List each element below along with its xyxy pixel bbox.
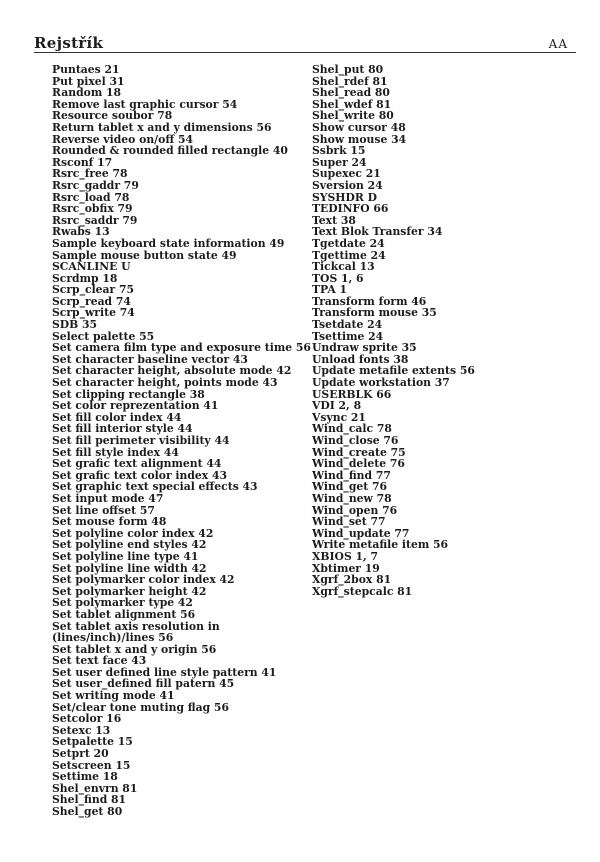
index-entry: Wind_delete 76	[312, 457, 405, 471]
index-entry: Set character height, absolute mode 42	[52, 364, 292, 378]
index-entry: Shel_get 80	[52, 805, 123, 818]
index-entry: Show mouse 34	[312, 132, 407, 146]
index-entry: VDI 2, 8	[312, 399, 362, 413]
index-entry: Tsettime 24	[312, 329, 384, 343]
index-entry: Rounded & rounded filled rectangle 40	[52, 144, 288, 158]
index-entry: Puntaes 21	[52, 63, 120, 76]
index-entry: XBIOS 1, 7	[312, 549, 379, 563]
index-entry: TOS 1, 6	[312, 271, 364, 285]
index-entry: Setcolor 16	[52, 712, 122, 726]
index-entry: Set fill style index 44	[52, 445, 179, 459]
index-entry: Shel_envrn 81	[52, 781, 138, 795]
index-entry: Set polyline line width 42	[52, 561, 207, 575]
index-entry: USERBLK 66	[312, 387, 392, 401]
index-entry: Xgrf_2box 81	[312, 573, 392, 587]
index-entry: Undraw sprite 35	[312, 341, 417, 355]
index-entry: Remove last graphic cursor 54	[52, 97, 238, 111]
index-entry: Set camera film type and exposure time 56	[52, 341, 311, 355]
index-entry: Resource soubor 78	[52, 109, 173, 123]
index-entry: Transform form 46	[312, 294, 427, 308]
index-entry: Wind_create 75	[312, 445, 406, 459]
index-entry: Set text face 43	[52, 654, 147, 668]
index-entry: Rwabs 13	[52, 225, 110, 239]
index-entry: TEDINFO 66	[312, 202, 389, 216]
index-entry: Tgettime 24	[312, 248, 386, 262]
index-entry: Set/clear tone muting flag 56	[52, 700, 229, 714]
index-entry: Set fill color index 44	[52, 410, 182, 424]
index-entry: Set tablet alignment 56	[52, 607, 196, 621]
index-entry: Rsconf 17	[52, 155, 113, 169]
index-entry: Setexc 13	[52, 723, 111, 737]
index-entry: SDB 35	[52, 318, 98, 332]
index-entry: Rsrc_saddr 79	[52, 213, 138, 227]
index-entry: Shel_write 80	[312, 109, 394, 123]
index-entry: Set user_defined fill patern 45	[52, 677, 235, 691]
index-entry: Setprt 20	[52, 747, 109, 761]
index-entry: Shel_rdef 81	[312, 74, 388, 88]
index-entry: Scrp_write 74	[52, 306, 135, 320]
index-entry: Set writing mode 41	[52, 689, 175, 703]
index-entry: SYSHDR D	[312, 190, 377, 204]
index-entry: Set polyline end styles 42	[52, 538, 207, 552]
index-entry: Settime 18	[52, 770, 118, 784]
index-entry: Set polyline line type 41	[52, 549, 199, 563]
index-entry: Shel_put 80	[312, 63, 384, 76]
index-entry: Reverse video on/off 54	[52, 132, 193, 146]
index-entry: Rsrc_gaddr 79	[52, 178, 139, 192]
index-entry: Scrp_read 74	[52, 294, 131, 308]
index-entry: Set polymarker color index 42	[52, 573, 235, 587]
index-entry: Unload fonts 38	[312, 352, 409, 366]
index-entry: Vsync 21	[312, 410, 366, 424]
index-entry: Wind_new 78	[312, 491, 392, 505]
index-entry: Wind_set 77	[312, 515, 386, 529]
index-entry: Xbtimer 19	[312, 561, 380, 575]
index-entry: Set fill interior style 44	[52, 422, 193, 436]
index-entry: Set grafic text alignment 44	[52, 457, 222, 471]
index-entry: Wind_find 77	[312, 468, 391, 482]
index-entry: Select palette 55	[52, 329, 155, 343]
index-entry: TPA 1	[312, 283, 348, 297]
index-entry: Tgetdate 24	[312, 236, 385, 250]
index-column-left	[52, 64, 314, 818]
index-entry: Random 18	[52, 86, 122, 100]
index-entry: Sample mouse button state 49	[52, 248, 237, 262]
index-entry: Set polyline color index 42	[52, 526, 214, 540]
index-entry: Set clipping rectangle 38	[52, 387, 205, 401]
index-entry: Setpalette 15	[52, 735, 133, 749]
index-entry: Rsrc_free 78	[52, 167, 128, 181]
index-entry: Set character height, points mode 43	[52, 376, 278, 390]
index-entry: Set tablet axis resolution in (lines/inch)/lines 56	[52, 619, 220, 645]
index-entry: Scrp_clear 75	[52, 283, 135, 297]
index-entry: Wind_get 76	[312, 480, 388, 494]
index-entry: Wind_close 76	[312, 434, 399, 447]
index-entry: Set line offset 57	[52, 503, 155, 517]
index-entry: Wind_open 76	[312, 503, 398, 517]
index-column-right	[312, 64, 562, 597]
index-entry: Set color reprezentation 41	[52, 399, 219, 413]
index-entry: Set polymarker height 42	[52, 584, 207, 598]
index-entry: Ssbrk 15	[312, 144, 366, 158]
index-entry: Put pixel 31	[52, 74, 125, 88]
page-title: Rejstřík	[34, 34, 104, 52]
index-entry: Write metafile item 56	[312, 538, 449, 552]
index-entry: Set mouse form 48	[52, 515, 167, 529]
index-entry: Update workstation 37	[312, 376, 450, 390]
index-entry: Tickcal 13	[312, 260, 375, 274]
index-entry: Set tablet x and y origin 56	[52, 642, 217, 656]
index-entry: Update metafile extents 56	[312, 364, 475, 378]
index-entry: Set fill perimeter visibility 44	[52, 434, 230, 447]
header-divider	[34, 52, 576, 53]
index-entry: Setscreen 15	[52, 758, 131, 772]
index-entry: Super 24	[312, 155, 367, 169]
index-entry: Rsrc_obfix 79	[52, 202, 133, 216]
index-entry: Return tablet x and y dimensions 56	[52, 120, 272, 134]
index-entry: Wind_calc 78	[312, 422, 392, 436]
index-entry: Scrdmp 18	[52, 271, 118, 285]
index-entry: Supexec 21	[312, 167, 381, 181]
index-entry: Transform mouse 35	[312, 306, 437, 320]
index-entry: Text Blok Transfer 34	[312, 225, 443, 239]
index-entry: Shel_read 80	[312, 86, 390, 100]
index-entry: Set polymarker type 42	[52, 596, 193, 610]
index-entry: Shel_find 81	[52, 793, 127, 807]
index-entry: Set user defined line style pattern 41	[52, 665, 277, 679]
index-entry: Rsrc_load 78	[52, 190, 130, 204]
index-entry: Set grafic text color index 43	[52, 468, 227, 482]
index-entry: Set graphic text special effects 43	[52, 480, 258, 494]
index-entry: Show cursor 48	[312, 120, 406, 134]
index-entry: Tsetdate 24	[312, 318, 383, 332]
index-entry: Xgrf_stepcalc 81	[312, 584, 413, 598]
index-entry: Text 38	[312, 213, 356, 227]
index-entry: Set input mode 47	[52, 491, 164, 505]
index-entry: Sversion 24	[312, 178, 383, 192]
index-entry: Set character baseline vector 43	[52, 352, 248, 366]
index-entry: SCANLINE U	[52, 260, 131, 274]
index-entry: Shel_wdef 81	[312, 97, 392, 111]
index-entry: Sample keyboard state information 49	[52, 236, 285, 250]
index-entry: Wind_update 77	[312, 526, 410, 540]
page-mark: AA	[548, 37, 568, 51]
